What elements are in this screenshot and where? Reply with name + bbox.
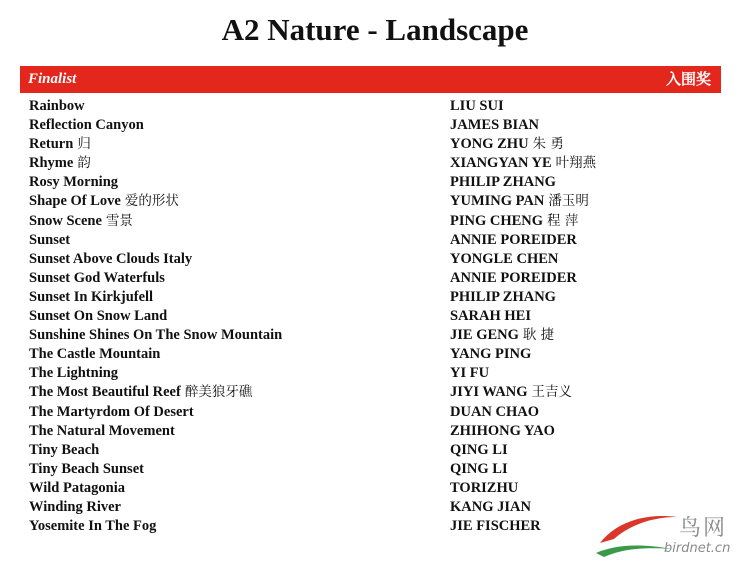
entry-title-en: Rosy Morning: [29, 174, 119, 191]
entry-title: [29, 422, 175, 441]
entry-title-en: The Natural Movement: [29, 422, 175, 439]
entry-author-cn: 潘玉明: [548, 193, 589, 210]
entry-author: [450, 212, 578, 231]
entry-author: [450, 154, 596, 173]
entry-title: [29, 326, 282, 345]
entry-title-en: Rainbow: [29, 98, 85, 114]
entry-author: [450, 345, 531, 364]
entry-row: [0, 231, 750, 250]
entry-title-en: Tiny Beach: [29, 441, 100, 458]
entry-title-en: Wild Patagonia: [29, 479, 126, 496]
entry-title-cn: 归: [77, 136, 91, 153]
entry-title-en: Sunset: [29, 231, 71, 248]
entry-author-en: SARAH HEI: [450, 308, 531, 325]
entry-title-cn: 爱的形状: [124, 193, 179, 210]
entry-row: [0, 173, 750, 192]
entry-title: [29, 441, 99, 460]
watermark: [592, 503, 742, 563]
entry-author: [450, 479, 518, 498]
entry-author-en: JIE GENG: [450, 327, 519, 344]
entry-author-en: XIANGYAN YE: [450, 155, 552, 172]
entry-row: [0, 192, 750, 211]
entry-row: [0, 479, 750, 498]
entry-author-cn: 王吉义: [531, 384, 572, 401]
entry-title: [29, 403, 194, 422]
entry-title: [29, 364, 118, 383]
entry-title: [29, 345, 160, 364]
entry-title: [29, 498, 121, 517]
entry-title: [29, 173, 118, 192]
entry-author-en: PING CHENG: [450, 212, 544, 229]
entry-row: [0, 116, 750, 135]
entry-title-en: Snow Scene: [29, 212, 102, 229]
entry-author: [450, 460, 508, 479]
entry-author: [450, 441, 508, 460]
entry-title-en: Reflection Canyon: [29, 117, 144, 134]
entry-author: [450, 97, 504, 116]
entry-row: [0, 288, 750, 307]
entry-author: [450, 498, 531, 517]
entry-title: [29, 116, 144, 135]
entry-author: [450, 383, 572, 402]
entry-title-en: The Castle Mountain: [29, 346, 161, 363]
entry-title-en: Rhyme: [29, 155, 74, 172]
entry-title-en: Return: [29, 136, 74, 153]
entry-title-cn: 雪景: [105, 212, 133, 229]
entry-author-en: YONGLE CHEN: [450, 250, 559, 267]
entry-row: [0, 97, 750, 116]
entry-author: [450, 269, 577, 288]
entry-title: [29, 517, 156, 536]
entry-title-en: Tiny Beach Sunset: [29, 460, 144, 477]
entry-author: [450, 307, 531, 326]
entry-title: [29, 269, 165, 288]
entry-author: [450, 173, 556, 192]
entry-row: [0, 441, 750, 460]
entry-title-en: Yosemite In The Fog: [29, 518, 157, 535]
entry-title-en: The Most Beautiful Reef: [29, 384, 181, 401]
entry-title-en: Sunset On Snow Land: [29, 308, 168, 325]
entry-title-en: Shape Of Love: [29, 193, 121, 210]
entry-row: [0, 250, 750, 269]
entry-title: [29, 135, 91, 154]
entry-author-en: JAMES BIAN: [450, 117, 540, 134]
entry-author-en: JIYI WANG: [450, 384, 528, 401]
watermark-url: birdnet.cn: [664, 541, 731, 556]
entry-row: [0, 345, 750, 364]
entry-row: [0, 422, 750, 441]
entry-author-cn: 耿 捷: [522, 327, 555, 344]
entry-title-en: Winding River: [29, 498, 121, 515]
entry-author: [450, 364, 489, 383]
entry-author-en: ANNIE POREIDER: [450, 231, 577, 248]
entry-author-en: YUMING PAN: [450, 193, 545, 210]
entry-row: [0, 212, 750, 231]
entry-title-cn: 醉美狼牙礁: [184, 384, 253, 401]
entry-author-en: PHILIP ZHANG: [450, 288, 556, 305]
entry-title-en: Sunset Above Clouds Italy: [29, 250, 193, 267]
entry-title: [29, 154, 91, 173]
entry-title-cn: 韵: [77, 155, 91, 172]
entry-author: [450, 250, 558, 269]
entry-author: [450, 288, 556, 307]
entry-title: [29, 212, 133, 231]
entry-author-en: ANNIE POREIDER: [450, 269, 577, 286]
entry-row: [0, 460, 750, 479]
entry-author: [450, 231, 577, 250]
entry-author-en: YONG ZHU: [450, 136, 529, 153]
entry-row: [0, 364, 750, 383]
entry-title: [29, 250, 192, 269]
entry-row: [0, 135, 750, 154]
entry-author-cn: 程 萍: [547, 212, 579, 229]
entry-title-en: Sunshine Shines On The Snow Mountain: [29, 327, 283, 344]
entry-author-en: KANG JIAN: [450, 498, 531, 515]
entry-author: [450, 517, 541, 536]
entry-author-en: LIU SUI: [450, 98, 504, 114]
entry-row: [0, 403, 750, 422]
entry-author-cn: 朱 勇: [532, 136, 564, 153]
watermark-text-cn: 鸟网: [679, 516, 728, 541]
entry-author: [450, 326, 554, 345]
entry-author-en: PHILIP ZHANG: [450, 174, 556, 191]
entry-author: [450, 403, 539, 422]
entry-author: [450, 116, 539, 135]
entry-author-en: TORIZHU: [450, 479, 519, 496]
entry-title: [29, 383, 252, 402]
entry-title: [29, 192, 179, 211]
entry-author-en: QING LI: [450, 460, 508, 477]
entry-author-en: YI FU: [450, 365, 490, 382]
entry-row: [0, 269, 750, 288]
entry-author: [450, 192, 589, 211]
banner-label-en: Finalist: [28, 71, 77, 87]
entry-title: [29, 231, 70, 250]
entry-title: [29, 460, 144, 479]
entry-title-en: Sunset In Kirkjufell: [29, 288, 154, 305]
entry-author: [450, 135, 564, 154]
entry-author-en: QING LI: [450, 441, 508, 458]
page-title: A2 Nature - Landscape: [221, 12, 529, 47]
entry-title-en: Sunset God Waterfuls: [29, 269, 165, 286]
banner-label-cn: 入围奖: [665, 70, 711, 88]
entry-author-en: JIE FISCHER: [450, 518, 541, 535]
entry-title-en: The Martyrdom Of Desert: [29, 403, 194, 420]
entry-row: [0, 326, 750, 345]
entry-row: [0, 383, 750, 402]
entry-author-en: DUAN CHAO: [450, 403, 540, 420]
entry-title: [29, 97, 85, 116]
entry-title: [29, 307, 167, 326]
entry-author-en: YANG PING: [450, 346, 532, 363]
entry-title-en: The Lightning: [29, 365, 119, 382]
entry-list: [0, 97, 750, 536]
entry-author: [450, 422, 555, 441]
entry-title: [29, 288, 153, 307]
entry-author-cn: 叶翔燕: [555, 155, 597, 172]
entry-title: [29, 479, 125, 498]
finalist-banner: [20, 66, 721, 93]
entry-author-en: ZHIHONG YAO: [450, 422, 555, 439]
entry-row: [0, 307, 750, 326]
entry-row: [0, 154, 750, 173]
